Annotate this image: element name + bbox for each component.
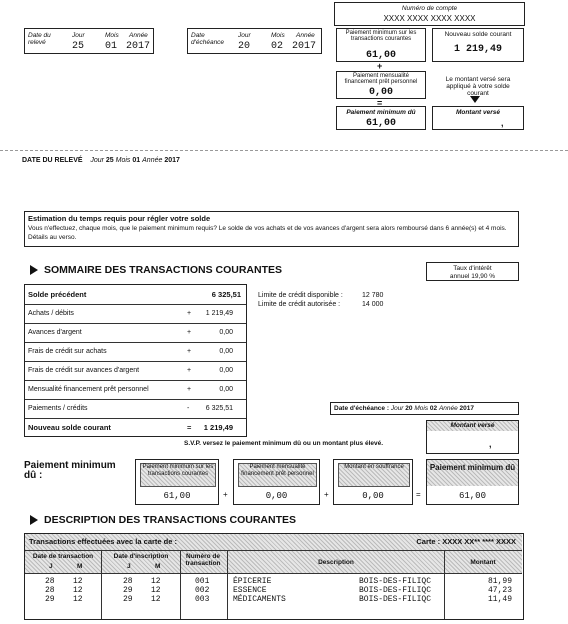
due-day-label: Jour [238, 32, 251, 39]
summary-row-value: 1 219,49 [203, 423, 233, 432]
due-month-label: Mois [271, 32, 285, 39]
statement-date-line [22, 157, 180, 164]
transactions-triangle-icon [30, 515, 38, 525]
minimum-box-due [426, 459, 519, 505]
summary-row [25, 323, 246, 343]
new-balance-value: 1 219,49 [453, 44, 502, 55]
month-label: Mois [105, 32, 119, 39]
transactions-col-header [25, 551, 522, 574]
summary-row-label: Solde précédent [28, 290, 87, 299]
transactions-section-title: DESCRIPTION DES TRANSACTIONS COURANTES [44, 514, 297, 526]
row-description: MÉDICAMENTS [233, 595, 286, 604]
minimum-box4-value: 61,00 [458, 491, 486, 501]
statement-line-month-label: Mois [115, 157, 131, 164]
statement-line-day-label: Jour [90, 157, 104, 164]
summary-row [25, 361, 246, 381]
summary-row-label: Nouveau solde courant [28, 423, 111, 432]
interest-value: annuel 19,90 % [449, 273, 496, 280]
col-post-m: M [155, 563, 161, 570]
minimum-plus-2: + [324, 490, 329, 499]
minimum-equals: = [416, 490, 421, 499]
row-trans-j: 28 [45, 577, 55, 586]
row-post-m: 12 [151, 586, 161, 595]
credit-authorized-label: Limite de crédit autorisée : [258, 301, 341, 308]
row-post-j: 29 [123, 586, 133, 595]
monthly-installment-value: 0,00 [368, 87, 393, 98]
transactions-header-bar [25, 534, 522, 551]
summary-row [25, 418, 246, 437]
monthly-installment-box [336, 71, 426, 99]
summary-row [25, 304, 246, 324]
summary-row-value: 0,00 [219, 348, 233, 355]
row-description: ESSENCE [233, 586, 267, 595]
minimum-box-installment [233, 459, 320, 505]
summary-row-value: 6 325,51 [211, 290, 241, 299]
arrow-down-icon [470, 96, 480, 103]
due-year: 2017 [292, 41, 317, 52]
row-trans-j: 29 [45, 595, 55, 604]
summary-row [25, 380, 246, 400]
summary-section-title: SOMMAIRE DES TRANSACTIONS COURANTES [44, 264, 283, 276]
monthly-installment-label: Paiement mensualité financement prêt personnel [344, 73, 418, 85]
min-payment-current-box [336, 28, 426, 62]
row-number: 002 [195, 586, 210, 595]
row-post-j: 29 [123, 595, 133, 604]
row-trans-m: 12 [73, 595, 83, 604]
estimate-body: Vous n'effectuez, chaque mois, que le paiement minimum requis? Le solde de vos achats et de vos avances d'argent sera alors remboursé dans 6 année(s) et 4 mois. Détails au verso. [28, 225, 507, 241]
table-row [25, 586, 522, 595]
estimate-box [24, 211, 519, 247]
summary-triangle-icon [30, 265, 38, 275]
amount-paid-box[interactable] [432, 106, 524, 130]
col-description: Description [318, 559, 354, 566]
summary-row-label: Avances d'argent [28, 329, 82, 336]
col-post-date: Date d'inscription [113, 553, 169, 560]
amount-paid-value: , [501, 118, 504, 128]
summary-row-sign: - [187, 405, 190, 412]
summary-row-sign: = [187, 423, 192, 432]
interest-box [426, 262, 519, 281]
summary-row-value: 0,00 [219, 329, 233, 336]
equals-sign: = [377, 98, 383, 108]
credit-authorized-value: 14 000 [362, 301, 384, 308]
due-month: 02 [271, 41, 284, 52]
min-payment-due-value: 61,00 [365, 118, 396, 129]
minimum-box-overdue [333, 459, 413, 505]
row-post-m: 12 [151, 577, 161, 586]
summary-row-value: 0,00 [219, 367, 233, 374]
minimum-box2-value: 0,00 [265, 491, 288, 501]
day-label: Jour [72, 32, 85, 39]
row-amount: 11,49 [487, 595, 512, 604]
minimum-box1-label: Paiement minimum sur les transactions courantes [140, 463, 216, 487]
row-post-j: 28 [123, 577, 133, 586]
row-number: 001 [195, 577, 210, 586]
summary-due-day: 20 [405, 405, 413, 412]
summary-row [25, 342, 246, 362]
min-payment-current-label: Paiement minimum sur les transactions courantes [345, 30, 417, 42]
plus-sign: + [377, 61, 383, 71]
min-payment-due-label: Paiement minimum dû [346, 109, 416, 116]
summary-row-value: 1 219,49 [205, 310, 233, 317]
due-date-label: Date d'échéance [191, 32, 225, 46]
account-number-box [334, 2, 525, 26]
table-row [25, 595, 522, 604]
row-location: BOIS-DES-FILIQC [359, 586, 432, 595]
summary-row [25, 399, 246, 419]
row-amount: 47,23 [487, 586, 512, 595]
col-number: Numéro de transaction [185, 553, 221, 567]
account-number-label: Numéro de compte [401, 5, 458, 12]
statement-year: 2017 [126, 41, 151, 52]
new-balance-box [432, 28, 524, 62]
row-trans-j: 28 [45, 586, 55, 595]
statement-line-year: 2017 [164, 157, 180, 164]
row-location: BOIS-DES-FILIQC [359, 595, 432, 604]
statement-date-box [24, 28, 154, 54]
year-label: Année [129, 32, 148, 39]
row-location: BOIS-DES-FILIQC [359, 577, 432, 586]
statement-month: 01 [105, 41, 118, 52]
interest-label: Taux d'intérêt [453, 265, 492, 272]
row-trans-m: 12 [73, 586, 83, 595]
amount-paid-label: Montant versé [455, 109, 501, 116]
summary-row-label: Frais de crédit sur avances d'argent [28, 367, 140, 374]
summary-row [25, 285, 246, 305]
summary-row-sign: + [187, 329, 192, 336]
minimum-title: Paiement minimum dû : [24, 460, 116, 481]
statement-day: 25 [72, 41, 85, 52]
row-description: ÉPICERIE [233, 577, 272, 586]
statement-line-year-label: Année [142, 157, 163, 164]
minimum-box3-value: 0,00 [362, 491, 384, 501]
summary-row-value: 6 325,51 [205, 405, 233, 412]
credit-available-value: 12 780 [362, 292, 384, 299]
statement-line-month: 01 [132, 157, 141, 164]
row-amount: 81,99 [487, 577, 512, 586]
divider [0, 150, 568, 151]
row-trans-m: 12 [73, 577, 83, 586]
transactions-table [24, 533, 524, 620]
summary-amount-paid-box[interactable] [426, 420, 519, 454]
estimate-title: Estimation du temps requis pour régler votre solde [28, 214, 211, 223]
summary-row-sign: + [187, 310, 192, 317]
transactions-header-left: Transactions effectuées avec la carte de : [29, 537, 177, 546]
please-pay-note: S.V.P. versez le paiement minimum dû ou un montant plus élevé. [184, 440, 384, 447]
summary-due-month: 02 [429, 405, 438, 412]
minimum-box1-value: 61,00 [163, 491, 191, 501]
summary-row-value: 0,00 [219, 386, 233, 393]
col-amount: Montant [470, 559, 496, 566]
summary-due-line [334, 405, 474, 412]
summary-row-sign: + [187, 367, 192, 374]
summary-table [24, 284, 247, 437]
minimum-box2-label: Paiement mensualité financement prêt personnel [238, 463, 317, 487]
summary-amount-paid-label: Montant versé [427, 421, 518, 431]
row-number: 003 [195, 595, 210, 604]
minimum-box-current [135, 459, 219, 505]
table-row [25, 577, 522, 586]
col-post-j: J [127, 563, 131, 570]
credit-available-label: Limite de crédit disponible : [258, 292, 343, 299]
due-date-box [187, 28, 322, 54]
col-trans-j: J [49, 563, 53, 570]
applied-note: Le montant versé sera appliqué à votre solde courant [445, 76, 511, 97]
statement-line-label: DATE DU RELEVÉ [22, 157, 83, 164]
summary-due-year: 2017 [459, 405, 475, 412]
summary-row-label: Frais de crédit sur achats [28, 348, 107, 355]
statement-date-label: Date du relevé [28, 32, 51, 46]
summary-amount-paid-value: , [489, 439, 492, 449]
minimum-plus-1: + [223, 490, 228, 499]
summary-due-box [330, 402, 519, 415]
summary-row-sign: + [187, 386, 192, 393]
summary-row-label: Paiements / crédits [28, 405, 88, 412]
due-day: 20 [238, 41, 251, 52]
account-number: XXXX XXXX XXXX XXXX [383, 14, 476, 23]
summary-row-label: Mensualité financement prêt personnel [28, 386, 149, 393]
min-payment-current-value: 61,00 [365, 50, 396, 61]
summary-due-label: Date d'échéance : [334, 405, 390, 412]
col-trans-m: M [77, 563, 83, 570]
summary-due-year-label: Année [438, 405, 458, 412]
min-payment-due-box [336, 106, 426, 130]
transactions-header-right: Carte : XXXX XX** **** XXXX [416, 537, 516, 546]
row-post-m: 12 [151, 595, 161, 604]
summary-row-label: Achats / débits [28, 310, 74, 317]
summary-due-day-label: Jour [390, 405, 404, 412]
new-balance-label: Nouveau solde courant [444, 31, 512, 38]
minimum-box3-label: Montant en souffrance [338, 463, 410, 487]
col-trans-date: Date de transaction [32, 553, 94, 560]
summary-row-sign: + [187, 348, 192, 355]
due-year-label: Année [296, 32, 315, 39]
statement-line-day: 25 [105, 157, 114, 164]
minimum-box4-label: Paiement minimum dû [427, 460, 518, 486]
summary-due-month-label: Mois [414, 405, 429, 412]
